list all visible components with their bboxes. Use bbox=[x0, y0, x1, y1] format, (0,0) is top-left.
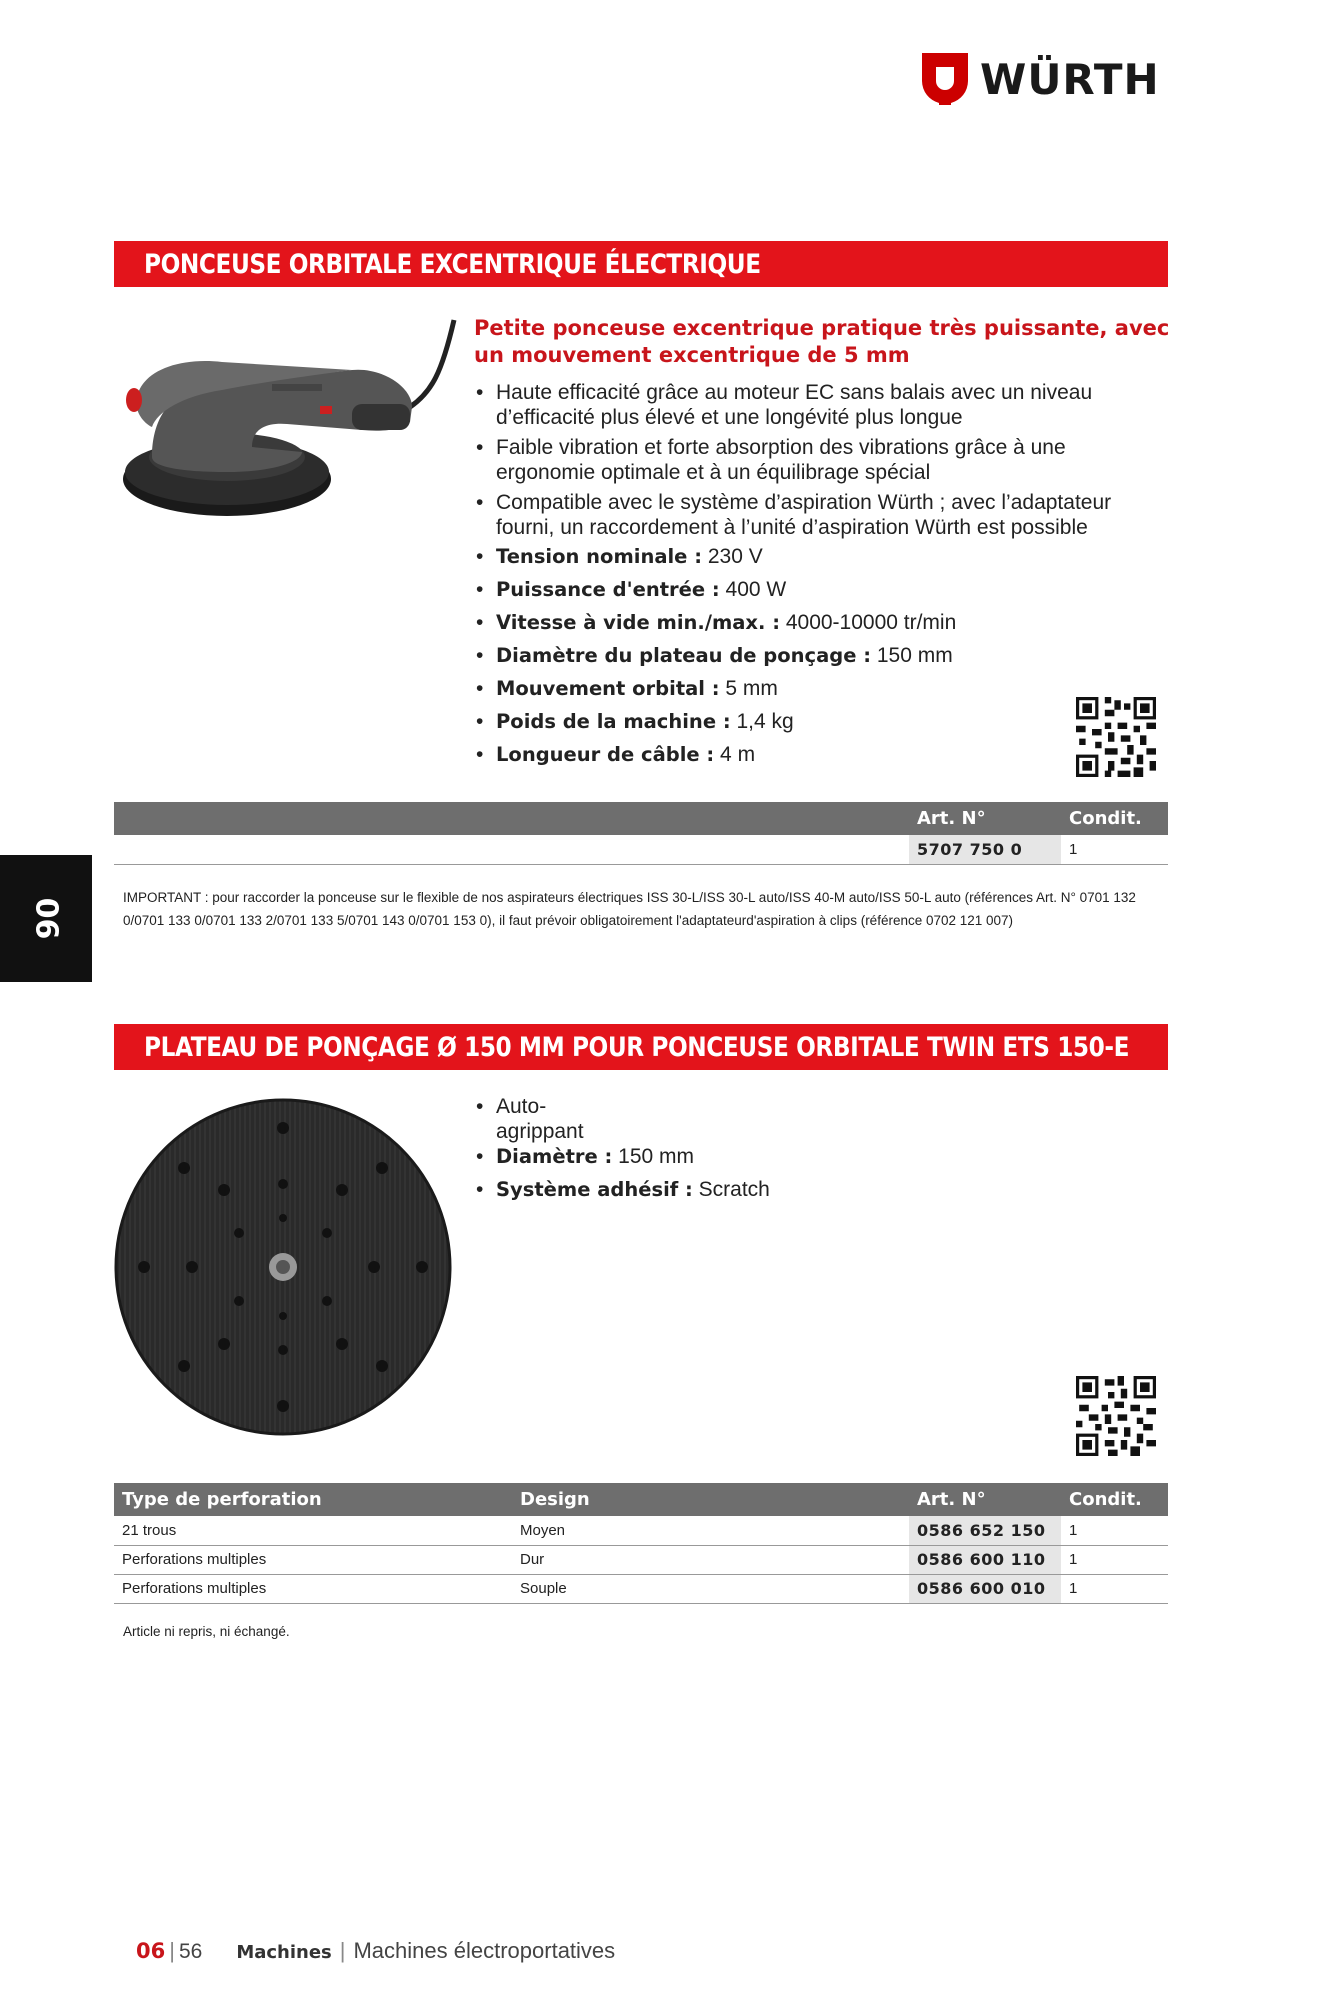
table-row bbox=[114, 1574, 1168, 1603]
article-table bbox=[114, 802, 1168, 865]
chapter-tab-label: 06 bbox=[28, 897, 64, 940]
footer-category: Machines bbox=[236, 1942, 332, 1963]
spec-value: 400 W bbox=[719, 578, 787, 601]
list-item: • Auto-agrippant bbox=[474, 1094, 594, 1144]
footer-page-number: 56 bbox=[178, 1940, 203, 1963]
table-row bbox=[114, 835, 1168, 864]
design-value: Souple bbox=[512, 1574, 909, 1603]
perforation-type: 21 trous bbox=[114, 1516, 512, 1545]
spec-label: Longueur de câble : bbox=[496, 743, 715, 766]
feature-list bbox=[474, 380, 1154, 771]
perforation-type: Perforations multiples bbox=[114, 1574, 512, 1603]
brand-name: WÜRTH bbox=[980, 54, 1160, 104]
orbital-sander-image bbox=[112, 312, 457, 524]
return-policy-note: Article ni repris, ni échangé. bbox=[123, 1624, 290, 1639]
spec-value: 150 mm bbox=[612, 1145, 695, 1168]
spec-label: Mouvement orbital : bbox=[496, 677, 720, 700]
design-value: Moyen bbox=[512, 1516, 909, 1545]
spec-value: Scratch bbox=[692, 1178, 770, 1201]
table-row bbox=[114, 1545, 1168, 1574]
spec-label: Système adhésif : bbox=[496, 1178, 693, 1201]
perforation-type: Perforations multiples bbox=[114, 1545, 512, 1574]
table-row bbox=[114, 1516, 1168, 1545]
spec-value: 150 mm bbox=[871, 644, 953, 667]
list-item bbox=[474, 672, 1154, 705]
sanding-pad-image bbox=[114, 1098, 452, 1436]
table-header-row bbox=[114, 1483, 1168, 1516]
footer-subcategory: Machines électroportatives bbox=[353, 1938, 616, 1963]
list-item bbox=[474, 639, 1154, 672]
table-header-cond: Condit. bbox=[1061, 802, 1168, 835]
table-header-cond: Condit. bbox=[1061, 1483, 1168, 1516]
section-title-banner bbox=[114, 1024, 1168, 1070]
table-header-art: Art. N° bbox=[909, 802, 1061, 835]
list-item bbox=[474, 573, 1154, 606]
spec-label: Diamètre du plateau de ponçage : bbox=[496, 644, 872, 667]
spec-value: 230 V bbox=[702, 545, 763, 568]
list-item bbox=[474, 705, 1154, 738]
article-number[interactable]: 0586 600 110 bbox=[909, 1545, 1061, 1574]
article-number[interactable]: 0586 600 010 bbox=[909, 1574, 1061, 1603]
chapter-tab bbox=[0, 855, 92, 982]
spec-value: 4 m bbox=[714, 743, 756, 766]
article-number[interactable]: 5707 750 0 bbox=[909, 835, 1061, 864]
list-item: • Faible vibration et forte absorption des vibrations grâce à une ergonomie optimale et à un équilibrage spécial bbox=[474, 435, 1154, 485]
list-item bbox=[474, 1140, 1154, 1173]
product-lead-text: Petite ponceuse excentrique pratique très puissante, avec un mouvement excentrique de 5 mm bbox=[474, 316, 1170, 367]
important-note: IMPORTANT : pour raccorder la ponceuse sur le flexible de nos aspirateurs électriques ISS 30-L/ISS 30-L auto/ISS 40-M auto/ISS 50-L auto (références Art. N° 0701 132 0/0701 133 0/0701 133 2/0701 133 5/0701 143 0/0701 153 0), il faut prévoir obligatoirement l'adaptateurd'aspiration à clips (référence 0702 121 007) bbox=[123, 890, 1136, 928]
qr-code-icon[interactable] bbox=[1076, 1376, 1156, 1456]
spec-label: Vitesse à vide min./max. : bbox=[496, 611, 780, 634]
condition-value: 1 bbox=[1061, 1574, 1168, 1603]
list-item bbox=[474, 738, 1154, 771]
section-title: PLATEAU DE PONÇAGE Ø 150 MM POUR PONCEUSE ORBITALE TWIN ETS 150-E bbox=[144, 1031, 1130, 1063]
table-header-spacer bbox=[114, 802, 909, 835]
spec-list bbox=[474, 1140, 1154, 1206]
footer-separator: | bbox=[169, 1938, 175, 1963]
spec-value: 1,4 kg bbox=[730, 710, 794, 733]
list-item bbox=[474, 540, 1154, 573]
condition-value: 1 bbox=[1061, 1516, 1168, 1545]
spec-value: 5 mm bbox=[719, 677, 778, 700]
footer-separator: | bbox=[339, 1938, 346, 1963]
article-table bbox=[114, 1483, 1168, 1604]
qr-code-icon[interactable] bbox=[1076, 697, 1156, 777]
section-title: PONCEUSE ORBITALE EXCENTRIQUE ÉLECTRIQUE bbox=[144, 248, 761, 280]
list-item bbox=[474, 1173, 1154, 1206]
condition-value: 1 bbox=[1061, 1545, 1168, 1574]
spec-value: 4000-10000 tr/min bbox=[780, 611, 957, 634]
table-header-row bbox=[114, 802, 1168, 835]
feature-list bbox=[474, 1094, 594, 1144]
list-item bbox=[474, 606, 1154, 639]
list-item: • Compatible avec le système d’aspiration Würth ; avec l’adaptateur fourni, un raccordement à l’unité d’aspiration Würth est possible bbox=[474, 490, 1154, 540]
table-header-design: Design bbox=[512, 1483, 909, 1516]
spec-label: Puissance d'entrée : bbox=[496, 578, 720, 601]
design-value: Dur bbox=[512, 1545, 909, 1574]
list-item: • Haute efficacité grâce au moteur EC sans balais avec un niveau d’efficacité plus élevé et une longévité plus longue bbox=[474, 380, 1154, 430]
spec-label: Tension nominale : bbox=[496, 545, 702, 568]
table-header-art: Art. N° bbox=[909, 1483, 1061, 1516]
spec-label: Poids de la machine : bbox=[496, 710, 731, 733]
brand-logo bbox=[922, 53, 1160, 105]
table-cell-empty bbox=[114, 835, 909, 864]
spec-label: Diamètre : bbox=[496, 1145, 613, 1168]
article-number[interactable]: 0586 652 150 bbox=[909, 1516, 1061, 1545]
wurth-logo-icon bbox=[922, 53, 968, 105]
table-header-type: Type de perforation bbox=[114, 1483, 512, 1516]
condition-value: 1 bbox=[1061, 835, 1168, 864]
page-footer bbox=[136, 1938, 615, 1964]
section-title-banner bbox=[114, 241, 1168, 287]
footer-section-number: 06 bbox=[136, 1939, 166, 1963]
